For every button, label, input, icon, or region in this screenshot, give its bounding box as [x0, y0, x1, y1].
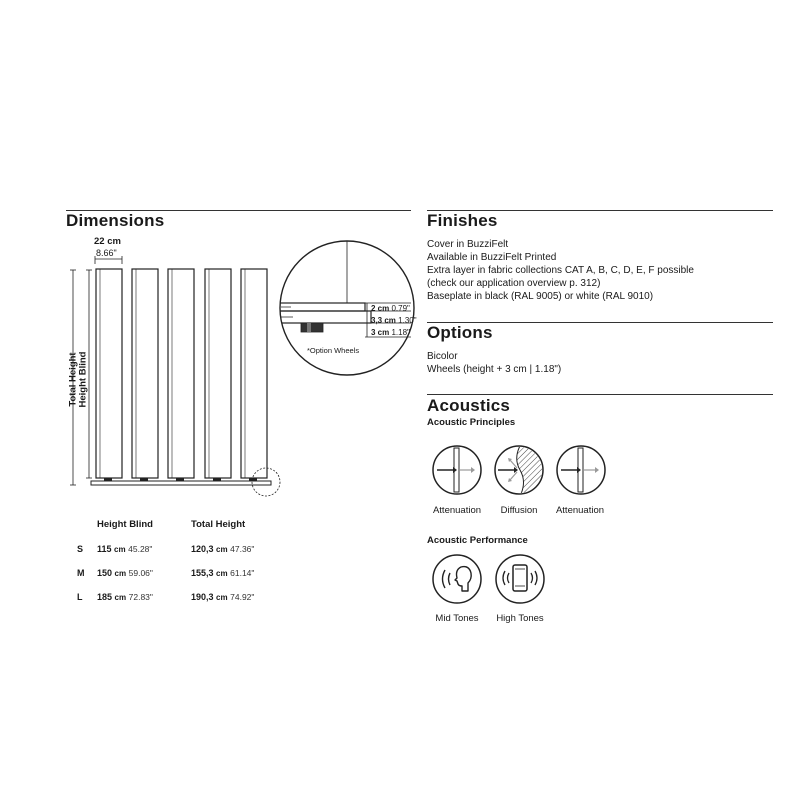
detail-row3: 3 cm 1.18" — [371, 328, 410, 337]
options-title: Options — [427, 323, 493, 342]
width-cm-label: 22 cm — [94, 236, 121, 247]
acoustics-rule — [427, 394, 773, 395]
option-wheels-note: *Option Wheels — [307, 346, 360, 355]
finishes-line: Cover in BuzziFelt — [427, 239, 509, 250]
attenuation-icon — [555, 444, 607, 496]
options-list — [427, 350, 767, 376]
width-in-label: 8.66" — [96, 248, 117, 258]
detail-row2: 3,3 cm 1.30" — [371, 316, 417, 325]
table-header-total-height: Total Height — [191, 519, 246, 530]
height-blind-label: Height Blind — [77, 351, 89, 408]
principle-label: Attenuation — [432, 505, 482, 516]
detail-row1: 2 cm 0.79" — [371, 304, 410, 313]
principle-label: Attenuation — [555, 505, 605, 516]
acoustic-principles-title: Acoustic Principles — [427, 417, 516, 428]
dimensions-rule — [66, 210, 411, 211]
options-line: Bicolor — [427, 351, 458, 362]
acoustic-performance-title: Acoustic Performance — [427, 535, 528, 546]
finishes-line: Extra layer in fabric collections CAT A, B, C, D, E, F possible — [427, 265, 694, 276]
attenuation-icon — [431, 444, 483, 496]
finishes-line: Available in BuzziFelt Printed — [427, 252, 557, 263]
table-header-height-blind: Height Blind — [97, 519, 153, 530]
speaking-head-icon — [431, 553, 483, 605]
finishes-line: (check our application overview p. 312) — [427, 278, 601, 289]
diffusion-icon — [493, 444, 545, 496]
acoustics-title: Acoustics — [427, 396, 511, 415]
dimensions-title: Dimensions — [66, 211, 165, 230]
panel-group — [96, 269, 267, 478]
options-line: Wheels (height + 3 cm | 1.18") — [427, 364, 562, 375]
total-height-label: Total Height — [67, 352, 79, 407]
finishes-list — [427, 238, 767, 303]
finishes-line: Baseplate in black (RAL 9005) or white (RAL 9010) — [427, 291, 654, 302]
panel-elevation-drawing — [60, 255, 300, 500]
finishes-title: Finishes — [427, 211, 498, 230]
phone-ringing-icon — [494, 553, 546, 605]
performance-label: High Tones — [496, 613, 544, 624]
performance-label: Mid Tones — [435, 613, 479, 624]
principle-label: Diffusion — [500, 505, 538, 516]
